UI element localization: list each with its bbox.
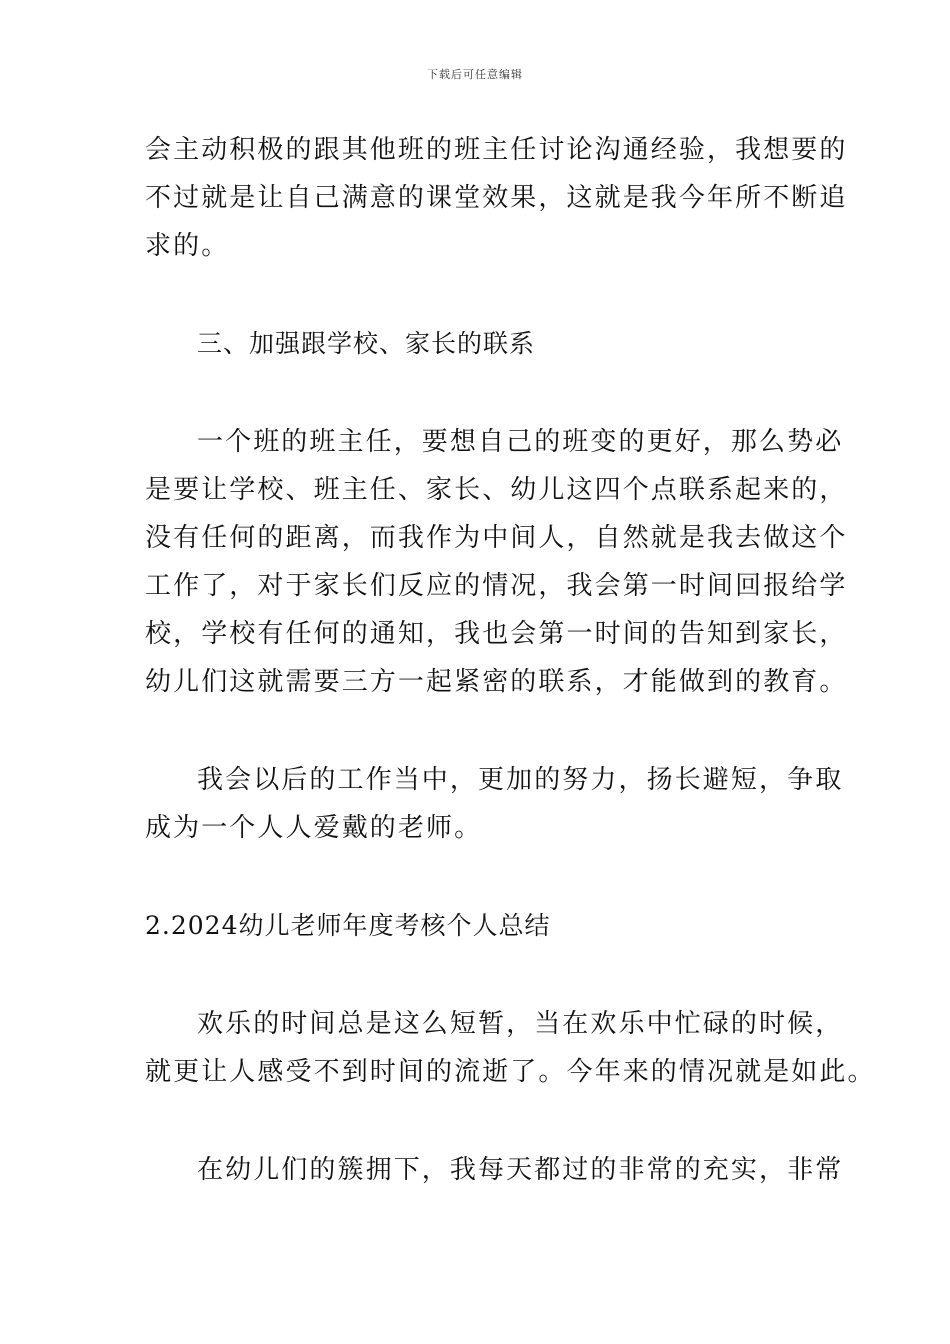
text-line: 是要让学校、班主任、家长、幼儿这四个点联系起来的， [145,475,848,505]
text-line: 我会以后的工作当中，更加的努力，扬长避短，争取 [197,765,844,795]
text-line: 会主动积极的跟其他班的班主任讨论沟通经验，我想要的 [145,135,848,165]
paragraph-gap [145,852,810,902]
text-line: 成为一个人人爱戴的老师。 [145,813,483,843]
paragraph [145,756,844,852]
paragraph [145,1000,876,1096]
text-line: 没有任何的距离，而我作为中间人，自然就是我去做这个 [145,523,848,553]
paragraph [145,126,848,270]
text-line: 欢乐的时间总是这么短暂，当在欢乐中忙碌的时候， [197,1009,844,1039]
paragraph [145,1146,844,1194]
text-line: 就更让人感受不到时间的流逝了。今年来的情况就是如此。 [145,1057,876,1087]
text-line: 求的。 [145,231,230,261]
page-header: 下载后可任意编辑 [427,68,523,81]
paragraph-gap [145,950,810,1000]
paragraph-gap [145,368,810,418]
text-line: 一个班的班主任，要想自己的班变的更好，那么势必 [197,427,844,457]
paragraph-gap [145,1096,810,1146]
text-line: 幼儿们这就需要三方一起紧密的联系，才能做到的教育。 [145,667,848,697]
paragraph-gap [145,270,810,320]
text-line: 不过就是让自己满意的课堂效果，这就是我今年所不断追 [145,183,848,213]
text-line: 工作了，对于家长们反应的情况，我会第一时间回报给学 [145,571,848,601]
section-heading-text: 三、加强跟学校、家长的联系 [197,329,536,358]
document-title-text: 2.2024幼儿老师年度考核个人总结 [145,911,551,940]
document-body [145,126,876,1194]
text-line: 校，学校有任何的通知，我也会第一时间的告知到家长， [145,619,848,649]
paragraph-gap [145,706,810,756]
text-line: 在幼儿们的簇拥下，我每天都过的非常的充实，非常 [197,1155,844,1185]
document-title [145,902,810,950]
section-heading [145,320,810,368]
paragraph [145,418,848,706]
